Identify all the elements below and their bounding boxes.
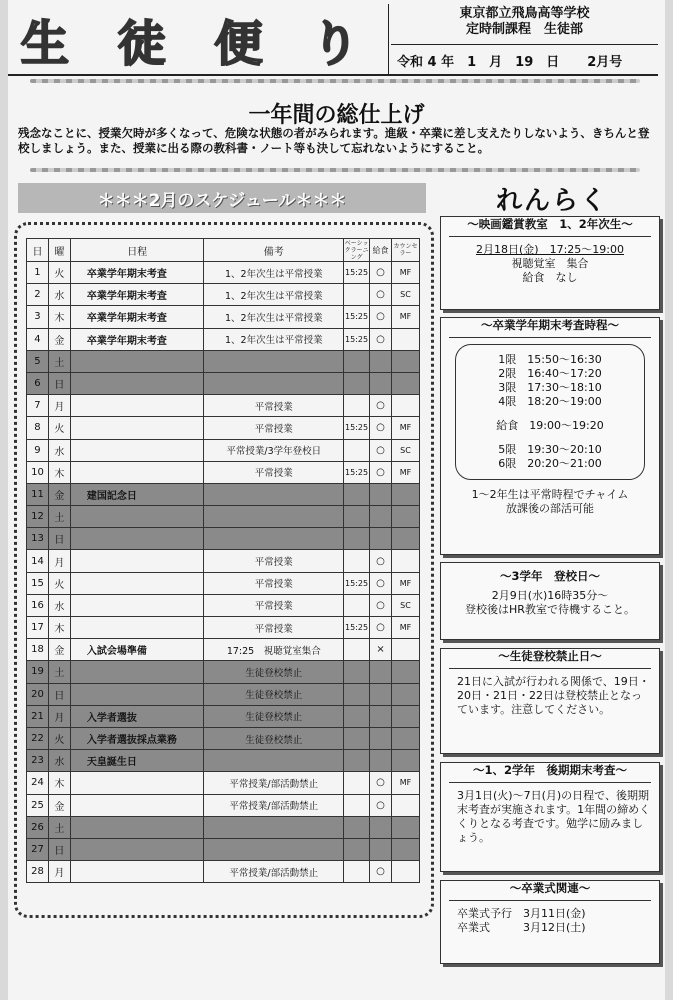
schedule-row [27, 483, 420, 505]
grad-box [440, 880, 660, 964]
basic-cell [344, 838, 370, 860]
ban-box [440, 648, 660, 754]
day-cell: 22 [27, 727, 49, 749]
intro-text: 残念なことに、授業欠時が多くなって、危険な状態の者がみられます。進級・卒業に差し支えたりしないよう、きちんと登校しましょう。また、授業に出る際の教科書・ノート等も決して忘れないようにすること。 [18, 126, 650, 155]
movie-lunch: 給食 なし [522, 271, 578, 284]
schedule-title: ＊＊＊2月のスケジュール＊＊＊ [18, 183, 426, 213]
col-lunch: 給食 [370, 239, 392, 262]
school-line-1: 東京都立飛鳥高等学校 [459, 6, 590, 21]
period-4: 4限 18:20～19:00 [498, 395, 602, 408]
schedule-row [27, 750, 420, 772]
day-cell: 28 [27, 861, 49, 883]
event-cell [70, 572, 204, 594]
note-cell [204, 750, 344, 772]
lunch-cell [370, 528, 392, 550]
divider-wave [30, 168, 640, 172]
weekday-cell: 土 [48, 661, 70, 683]
lunch-cell: ○ [370, 328, 392, 350]
schedule-row [27, 727, 420, 749]
weekday-cell: 土 [48, 816, 70, 838]
basic-cell [344, 350, 370, 372]
basic-cell [344, 528, 370, 550]
event-cell [70, 350, 204, 372]
weekday-cell: 月 [48, 550, 70, 572]
counselor-cell [392, 372, 420, 394]
note-cell: 生徒登校禁止 [204, 683, 344, 705]
lunch-cell: ○ [370, 594, 392, 616]
schedule-table [26, 238, 420, 883]
lunch-cell: ○ [370, 439, 392, 461]
day3-note: 登校後はHR教室で待機すること。 [465, 603, 635, 616]
event-cell [70, 528, 204, 550]
weekday-cell: 水 [48, 594, 70, 616]
day-cell: 27 [27, 838, 49, 860]
weekday-cell: 水 [48, 439, 70, 461]
weekday-cell: 木 [48, 461, 70, 483]
day-cell: 21 [27, 705, 49, 727]
basic-cell [344, 395, 370, 417]
schedule-row [27, 705, 420, 727]
note-cell: 平常授業 [204, 417, 344, 439]
day-cell: 7 [27, 395, 49, 417]
event-cell [70, 683, 204, 705]
issue-line [391, 44, 658, 75]
lunch-cell [370, 816, 392, 838]
day-cell: 3 [27, 306, 49, 328]
movie-title: ～映画鑑賞教室 1、2年次生～ [449, 217, 651, 237]
counselor-cell [392, 727, 420, 749]
counselor-cell: SC [392, 284, 420, 306]
basic-cell [344, 861, 370, 883]
term-text: 3月1日(火)～7日(月)の日程で、後期期末考査が実施されます。1年間の締めくくりとなる考査です。勉学に励みましょう。 [457, 789, 651, 844]
note-cell: 生徒登校禁止 [204, 661, 344, 683]
movie-place: 視聴覚室 集合 [511, 257, 589, 270]
schedule-row [27, 461, 420, 483]
weekday-cell: 火 [48, 417, 70, 439]
weekday-cell: 月 [48, 705, 70, 727]
day-cell: 14 [27, 550, 49, 572]
col-weekday: 曜 [48, 239, 70, 262]
lunch-cell: ○ [370, 262, 392, 284]
period-5: 5限 19:30～20:10 [498, 443, 602, 456]
schedule-row [27, 816, 420, 838]
basic-cell [344, 727, 370, 749]
ban-title: ～生徒登校禁止日～ [449, 649, 651, 669]
col-note: 備考 [204, 239, 344, 262]
schedule-row [27, 372, 420, 394]
event-cell [70, 861, 204, 883]
lunch-cell [370, 372, 392, 394]
note-cell: 1、2年次生は平常授業 [204, 262, 344, 284]
counselor-cell [392, 350, 420, 372]
lunch-cell [370, 727, 392, 749]
schedule-row [27, 439, 420, 461]
ban-text: 21日に入試が行われる関係で、19日・20日・21日・22日は登校禁止となっています。注意してください。 [457, 675, 650, 716]
period-2: 2限 16:40～17:20 [498, 367, 602, 380]
lunch-cell [370, 350, 392, 372]
schedule-row [27, 284, 420, 306]
schedule-row [27, 838, 420, 860]
counselor-cell: MF [392, 461, 420, 483]
day-cell: 23 [27, 750, 49, 772]
renraku-title: れんらく [495, 186, 608, 216]
lunch-cell: ○ [370, 417, 392, 439]
basic-cell [344, 506, 370, 528]
event-cell [70, 772, 204, 794]
period-lunch: 給食 19:00～19:20 [496, 419, 604, 432]
weekday-cell: 金 [48, 483, 70, 505]
event-cell [70, 395, 204, 417]
weekday-cell: 金 [48, 639, 70, 661]
divider-wave [30, 79, 640, 83]
school-line-2: 定時制課程 生徒部 [465, 22, 583, 37]
event-cell: 卒業学年期末考査 [70, 284, 204, 306]
day3-box [440, 562, 660, 640]
basic-cell [344, 483, 370, 505]
day-cell: 13 [27, 528, 49, 550]
note-cell: 平常授業 [204, 395, 344, 417]
lunch-cell: ○ [370, 461, 392, 483]
note-cell: 平常授業/部活動禁止 [204, 861, 344, 883]
schedule-row [27, 306, 420, 328]
lunch-cell [370, 506, 392, 528]
col-counselor: カウンセラー [392, 239, 420, 262]
note-cell [204, 838, 344, 860]
counselor-cell [392, 838, 420, 860]
weekday-cell: 日 [48, 838, 70, 860]
exam-box [440, 317, 660, 555]
counselor-cell [392, 639, 420, 661]
day3-date: 2月9日(水)16時35分～ [491, 589, 609, 602]
counselor-cell [392, 328, 420, 350]
counselor-cell: MF [392, 617, 420, 639]
note-cell [204, 350, 344, 372]
counselor-cell [392, 750, 420, 772]
counselor-cell [392, 705, 420, 727]
lunch-cell: ○ [370, 306, 392, 328]
event-cell [70, 461, 204, 483]
weekday-cell: 火 [48, 572, 70, 594]
note-cell: 平常授業/部活動禁止 [204, 794, 344, 816]
note-cell: 平常授業 [204, 594, 344, 616]
note-cell: 17:25 視聴覚室集合 [204, 639, 344, 661]
day-cell: 11 [27, 483, 49, 505]
day-cell: 4 [27, 328, 49, 350]
day-cell: 25 [27, 794, 49, 816]
note-cell [204, 372, 344, 394]
lunch-cell [370, 683, 392, 705]
schedule-row [27, 683, 420, 705]
schedule-row [27, 262, 420, 284]
lunch-cell: ○ [370, 772, 392, 794]
weekday-cell: 土 [48, 506, 70, 528]
basic-cell [344, 683, 370, 705]
day-cell: 10 [27, 461, 49, 483]
day-cell: 20 [27, 683, 49, 705]
lunch-cell [370, 750, 392, 772]
basic-cell: 15:25 [344, 617, 370, 639]
basic-cell [344, 772, 370, 794]
period-3: 3限 17:30～18:10 [498, 381, 602, 394]
note-cell: 平常授業 [204, 461, 344, 483]
note-cell: 生徒登校禁止 [204, 727, 344, 749]
header [8, 4, 658, 76]
issue-date: 令和 4 年 1 月 19 日 [397, 54, 560, 70]
basic-cell [344, 372, 370, 394]
event-cell [70, 816, 204, 838]
day-cell: 8 [27, 417, 49, 439]
term-box [440, 762, 660, 872]
schedule-row [27, 350, 420, 372]
event-cell [70, 617, 204, 639]
term-title: ～1、2学年 後期期末考査～ [449, 763, 651, 783]
lunch-cell [370, 705, 392, 727]
basic-cell [344, 439, 370, 461]
schedule-row [27, 328, 420, 350]
weekday-cell: 火 [48, 727, 70, 749]
event-cell [70, 838, 204, 860]
event-cell: 入試会場準備 [70, 639, 204, 661]
note-cell: 1、2年次生は平常授業 [204, 306, 344, 328]
lunch-cell: ○ [370, 550, 392, 572]
lunch-cell [370, 661, 392, 683]
weekday-cell: 日 [48, 683, 70, 705]
counselor-cell [392, 683, 420, 705]
schedule-header-row [27, 239, 420, 262]
day-cell: 12 [27, 506, 49, 528]
basic-cell: 15:25 [344, 572, 370, 594]
school-name [391, 6, 658, 38]
schedule-row [27, 661, 420, 683]
schedule-row [27, 395, 420, 417]
schedule-row [27, 639, 420, 661]
day-cell: 17 [27, 617, 49, 639]
counselor-cell: MF [392, 417, 420, 439]
event-cell [70, 506, 204, 528]
note-cell: 1、2年次生は平常授業 [204, 328, 344, 350]
basic-cell: 15:25 [344, 306, 370, 328]
note-cell: 平常授業 [204, 550, 344, 572]
note-cell: 生徒登校禁止 [204, 705, 344, 727]
period-1: 1限 15:50～16:30 [498, 353, 602, 366]
note-cell: 1、2年次生は平常授業 [204, 284, 344, 306]
event-cell: 建国記念日 [70, 483, 204, 505]
note-cell: 平常授業/部活動禁止 [204, 772, 344, 794]
event-cell: 入学者選抜採点業務 [70, 727, 204, 749]
basic-cell [344, 550, 370, 572]
counselor-cell [392, 528, 420, 550]
note-cell: 平常授業 [204, 572, 344, 594]
schedule-row [27, 794, 420, 816]
col-day: 日 [27, 239, 49, 262]
counselor-cell [392, 861, 420, 883]
masthead-box [8, 4, 389, 75]
day-cell: 6 [27, 372, 49, 394]
note-cell: 平常授業 [204, 617, 344, 639]
day-cell: 1 [27, 262, 49, 284]
grad-rehearsal: 卒業式予行 3月11日(金) [457, 907, 586, 920]
weekday-cell: 月 [48, 395, 70, 417]
basic-cell [344, 594, 370, 616]
day-cell: 19 [27, 661, 49, 683]
grad-title: ～卒業式関連～ [449, 881, 651, 901]
event-cell: 天皇誕生日 [70, 750, 204, 772]
weekday-cell: 水 [48, 284, 70, 306]
counselor-cell [392, 506, 420, 528]
basic-cell [344, 639, 370, 661]
basic-cell [344, 284, 370, 306]
schedule-row [27, 506, 420, 528]
basic-cell: 15:25 [344, 417, 370, 439]
weekday-cell: 日 [48, 528, 70, 550]
day-cell: 5 [27, 350, 49, 372]
weekday-cell: 金 [48, 794, 70, 816]
basic-cell [344, 705, 370, 727]
weekday-cell: 木 [48, 772, 70, 794]
lunch-cell: ○ [370, 794, 392, 816]
schedule-row [27, 550, 420, 572]
grad-ceremony: 卒業式 3月12日(土) [457, 921, 586, 934]
day-cell: 24 [27, 772, 49, 794]
exam-title: ～卒業学年期末考査時程～ [449, 318, 651, 338]
schedule-row [27, 528, 420, 550]
lunch-cell [370, 838, 392, 860]
exam-note-1: 1～2年生は平常時程でチャイム [471, 488, 629, 501]
counselor-cell: MF [392, 572, 420, 594]
note-cell [204, 483, 344, 505]
counselor-cell [392, 395, 420, 417]
day-cell: 26 [27, 816, 49, 838]
weekday-cell: 土 [48, 350, 70, 372]
basic-cell [344, 750, 370, 772]
note-cell: 平常授業/3学年登校日 [204, 439, 344, 461]
event-cell: 入学者選抜 [70, 705, 204, 727]
lunch-cell [370, 483, 392, 505]
counselor-cell [392, 794, 420, 816]
event-cell [70, 550, 204, 572]
counselor-cell: MF [392, 772, 420, 794]
lunch-cell: ○ [370, 284, 392, 306]
schedule-row [27, 417, 420, 439]
event-cell: 卒業学年期末考査 [70, 306, 204, 328]
schedule-row [27, 861, 420, 883]
event-cell [70, 439, 204, 461]
counselor-cell [392, 483, 420, 505]
day-cell: 15 [27, 572, 49, 594]
period-6: 6限 20:20～21:00 [498, 457, 602, 470]
note-cell [204, 528, 344, 550]
event-cell [70, 417, 204, 439]
col-event: 日程 [70, 239, 204, 262]
note-cell [204, 506, 344, 528]
weekday-cell: 日 [48, 372, 70, 394]
counselor-cell: MF [392, 262, 420, 284]
counselor-cell [392, 550, 420, 572]
lunch-cell: ○ [370, 395, 392, 417]
weekday-cell: 水 [48, 750, 70, 772]
counselor-cell: SC [392, 594, 420, 616]
day3-title: ～3学年 登校日～ [499, 569, 600, 583]
lunch-cell: ○ [370, 861, 392, 883]
movie-box [440, 216, 660, 310]
event-cell [70, 372, 204, 394]
event-cell: 卒業学年期末考査 [70, 328, 204, 350]
lunch-cell: ○ [370, 572, 392, 594]
basic-cell [344, 816, 370, 838]
event-cell: 卒業学年期末考査 [70, 262, 204, 284]
schedule-row [27, 572, 420, 594]
exam-note-2: 放課後の部活可能 [506, 502, 594, 515]
weekday-cell: 火 [48, 262, 70, 284]
event-cell [70, 661, 204, 683]
event-cell [70, 594, 204, 616]
day-cell: 2 [27, 284, 49, 306]
masthead: 生 徒 便 り [20, 15, 376, 72]
movie-date: 2月18日(金) 17:25～19:00 [476, 243, 624, 256]
basic-cell: 15:25 [344, 262, 370, 284]
lunch-cell: × [370, 639, 392, 661]
weekday-cell: 木 [48, 617, 70, 639]
event-cell [70, 794, 204, 816]
weekday-cell: 木 [48, 306, 70, 328]
schedule-row [27, 594, 420, 616]
lunch-cell: ○ [370, 617, 392, 639]
day-cell: 18 [27, 639, 49, 661]
weekday-cell: 月 [48, 861, 70, 883]
col-basic: ベーシックラーニング [344, 239, 369, 261]
counselor-cell: MF [392, 306, 420, 328]
note-cell [204, 816, 344, 838]
counselor-cell [392, 816, 420, 838]
counselor-cell: SC [392, 439, 420, 461]
basic-cell: 15:25 [344, 461, 370, 483]
basic-cell: 15:25 [344, 328, 370, 350]
schedule-row [27, 772, 420, 794]
day-cell: 16 [27, 594, 49, 616]
schedule-row [27, 617, 420, 639]
issue-number: 2月号 [587, 54, 623, 70]
counselor-cell [392, 661, 420, 683]
weekday-cell: 金 [48, 328, 70, 350]
day-cell: 9 [27, 439, 49, 461]
basic-cell [344, 794, 370, 816]
exam-schedule [455, 344, 645, 480]
main-title: 一年間の総仕上げ [248, 103, 425, 128]
basic-cell [344, 661, 370, 683]
